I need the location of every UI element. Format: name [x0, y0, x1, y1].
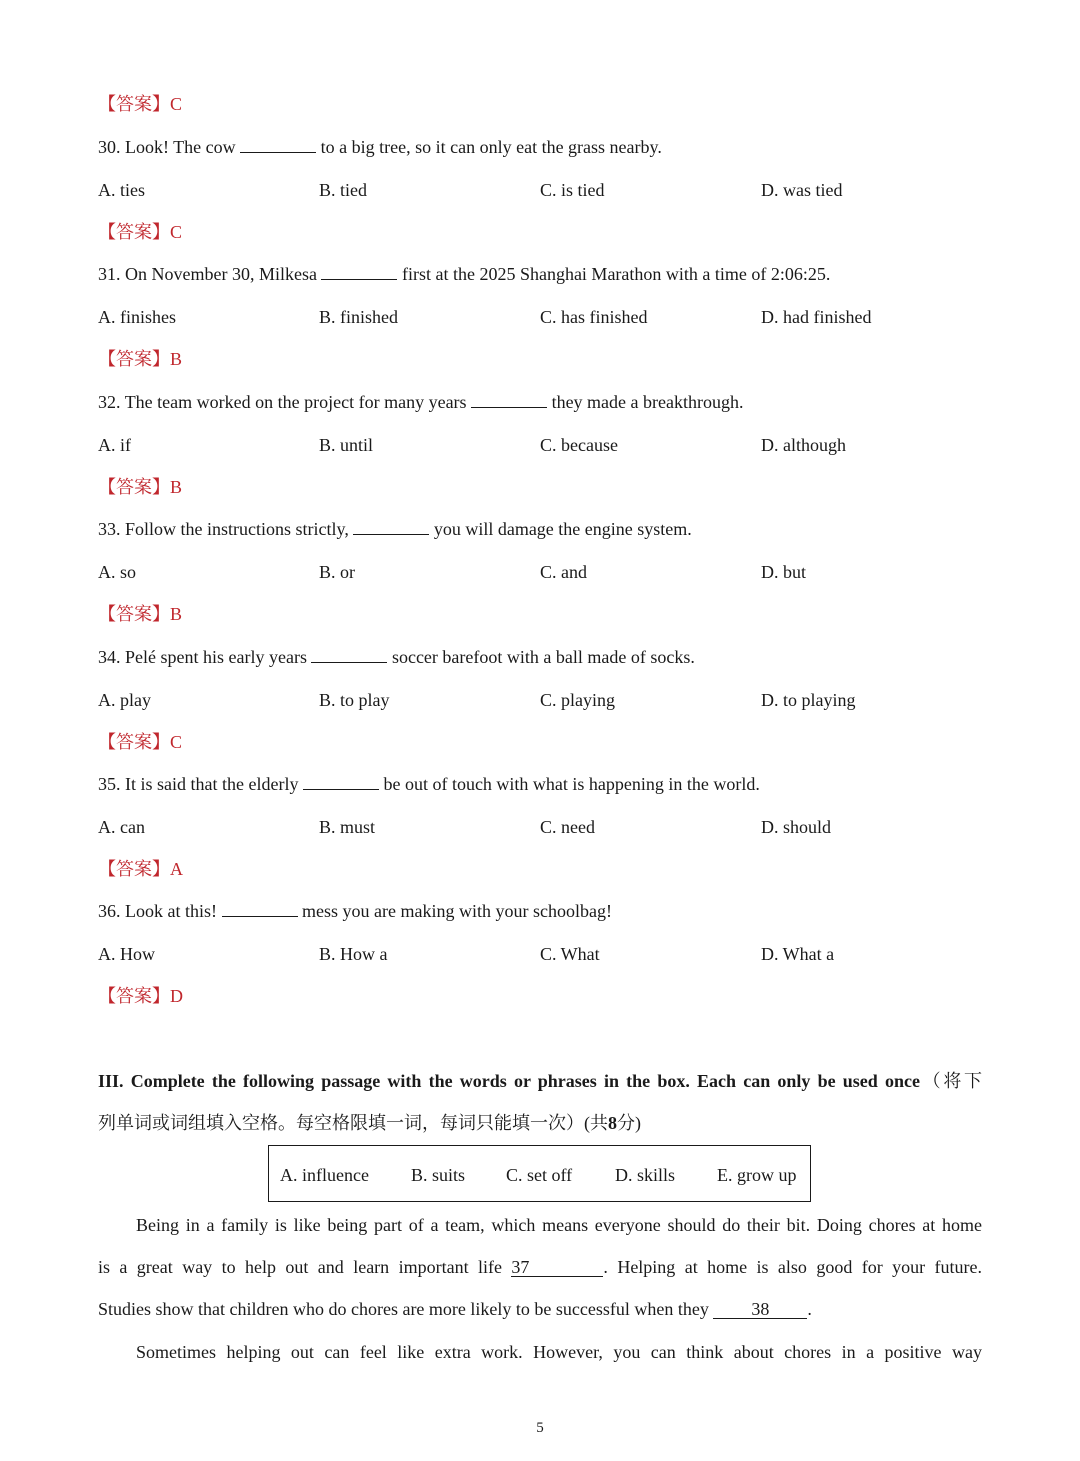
- passage-line: [98, 1204, 982, 1246]
- option-a: A. How: [98, 944, 155, 964]
- answer-blank: [311, 646, 387, 663]
- option-c: C. need: [540, 817, 595, 837]
- word-box-item: A. influence: [280, 1165, 369, 1185]
- option-d: D. had finished: [761, 307, 872, 327]
- question-text-after: to a big tree, so it can only eat the grass nearby.: [320, 137, 662, 157]
- answer-blank: [353, 518, 429, 535]
- question-number: 33.: [98, 519, 121, 539]
- question-number: 36.: [98, 901, 121, 921]
- option-c: C. playing: [540, 690, 615, 710]
- section-3-title: [98, 1060, 982, 1144]
- answer-blank: [321, 263, 397, 280]
- passage-line: [98, 1288, 982, 1330]
- passage-text: .: [807, 1299, 812, 1319]
- passage-text: Studies show that children who do chores are more likely to be successful when they: [98, 1299, 709, 1319]
- answer-blank: [471, 391, 547, 408]
- blank-38: 38: [713, 1300, 807, 1319]
- question-34: [98, 645, 695, 669]
- option-b: B. until: [319, 435, 374, 455]
- answer-29: 【答案】C: [98, 94, 183, 114]
- question-number: 34.: [98, 647, 121, 667]
- section-3-title-points: 8: [608, 1113, 617, 1133]
- question-text-after: you will damage the engine system.: [433, 519, 692, 539]
- passage-line: [98, 1246, 982, 1288]
- option-c: C. because: [540, 435, 618, 455]
- answer-36: 【答案】D: [98, 986, 183, 1006]
- option-b: B. finished: [319, 307, 398, 327]
- passage-text: Being in a family is like being part of a team, which means everyone should do their bit. Doing chores at home: [136, 1215, 982, 1235]
- option-c: C. What: [540, 944, 600, 964]
- word-box-item: B. suits: [411, 1165, 466, 1185]
- question-33: [98, 517, 692, 541]
- question-text-after: mess you are making with your schoolbag!: [302, 901, 612, 921]
- question-31: [98, 262, 830, 286]
- option-d: D. to playing: [761, 690, 856, 710]
- option-b: B. or: [319, 562, 355, 582]
- section-3-title-cn-1: （将下: [919, 1071, 983, 1091]
- question-36: [98, 899, 612, 923]
- question-number: 31.: [98, 264, 121, 284]
- answer-blank: [303, 773, 379, 790]
- word-box-item: E. grow up: [717, 1165, 797, 1185]
- option-b: B. How a: [319, 944, 388, 964]
- question-32: [98, 390, 744, 414]
- question-text-after: first at the 2025 Shanghai Marathon with a time of 2:06:25.: [401, 264, 831, 284]
- section-3-title-line-1: [98, 1060, 982, 1102]
- answer-30: 【答案】C: [98, 222, 183, 242]
- question-35: [98, 772, 760, 796]
- question-text-after: be out of touch with what is happening in the world.: [383, 774, 760, 794]
- option-d: D. was tied: [761, 180, 843, 200]
- question-text-before: The team worked on the project for many years: [124, 392, 467, 412]
- option-c: C. is tied: [540, 180, 605, 200]
- option-a: A. so: [98, 562, 137, 582]
- option-d: D. but: [761, 562, 806, 582]
- page-number: 5: [536, 1420, 544, 1436]
- question-number: 35.: [98, 774, 121, 794]
- section-3-title-line-2: [98, 1102, 982, 1144]
- option-a: A. finishes: [98, 307, 176, 327]
- question-text-before: On November 30, Milkesa: [125, 264, 317, 284]
- answer-blank: [222, 900, 298, 917]
- question-text-after: soccer barefoot with a ball made of socks.: [391, 647, 695, 667]
- word-box: [268, 1145, 811, 1202]
- question-number: 30.: [98, 137, 121, 157]
- option-a: A. play: [98, 690, 151, 710]
- option-b: B. to play: [319, 690, 390, 710]
- passage-text: . Helping at home is also good for your future.: [603, 1257, 983, 1277]
- option-d: D. although: [761, 435, 846, 455]
- answer-35: 【答案】A: [98, 859, 183, 879]
- option-c: C. has finished: [540, 307, 648, 327]
- section-3-title-cn-3: 分): [617, 1113, 641, 1133]
- blank-37: 37: [511, 1258, 603, 1277]
- passage-line: [98, 1331, 982, 1373]
- passage-paragraph-1: [98, 1204, 982, 1330]
- question-text-before: It is said that the elderly: [125, 774, 299, 794]
- option-d: D. should: [761, 817, 832, 837]
- option-a: A. ties: [98, 180, 145, 200]
- section-3-title-en: III. Complete the following passage with the words or phrases in the box. Each can only be used once: [98, 1071, 920, 1091]
- question-text-after: they made a breakthrough.: [551, 392, 744, 412]
- question-number: 32.: [98, 392, 121, 412]
- question-text-before: Look at this!: [125, 901, 217, 921]
- option-a: A. can: [98, 817, 145, 837]
- option-d: D. What a: [761, 944, 835, 964]
- word-box-item: C. set off: [506, 1165, 573, 1185]
- word-box-item: D. skills: [615, 1165, 676, 1185]
- option-c: C. and: [540, 562, 587, 582]
- question-text-before: Look! The cow: [125, 137, 236, 157]
- answer-31: 【答案】B: [98, 349, 183, 369]
- question-30: [98, 135, 662, 159]
- answer-34: 【答案】C: [98, 732, 183, 752]
- passage-text: Sometimes helping out can feel like extra work. However, you can think about chores in a positive way: [136, 1342, 982, 1362]
- passage-paragraph-2: [98, 1331, 982, 1373]
- section-3-title-cn-2: 列单词或词组填入空格。每空格限填一词，每词只能填一次）(共: [98, 1113, 608, 1133]
- option-b: B. must: [319, 817, 376, 837]
- option-a: A. if: [98, 435, 131, 455]
- question-text-before: Follow the instructions strictly,: [125, 519, 349, 539]
- answer-32: 【答案】B: [98, 477, 183, 497]
- option-b: B. tied: [319, 180, 367, 200]
- question-text-before: Pelé spent his early years: [125, 647, 307, 667]
- answer-33: 【答案】B: [98, 604, 183, 624]
- answer-blank: [240, 136, 316, 153]
- passage-text: is a great way to help out and learn important life: [98, 1257, 502, 1277]
